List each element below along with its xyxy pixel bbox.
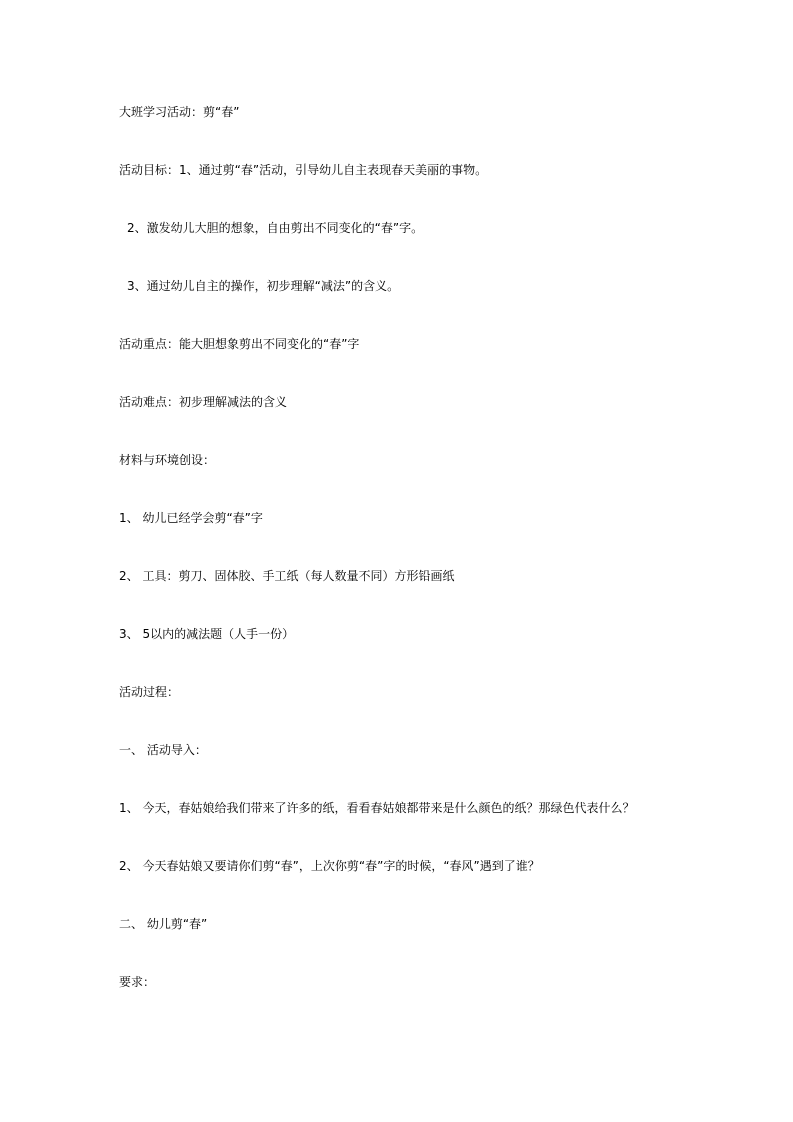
materials-item-1: 1、 幼儿已经学会剪“春”字 (119, 511, 263, 525)
process-heading: 活动过程： (119, 685, 180, 699)
materials-item-3: 3、 5以内的减法题（人手一份） (119, 627, 295, 641)
requirements-heading: 要求： (119, 975, 156, 989)
process-section-2: 二、 幼儿剪“春” (119, 917, 208, 931)
activity-goal-3: 3、通过幼儿自主的操作，初步理解“减法”的含义。 (127, 279, 400, 293)
process-section-1: 一、 活动导入： (119, 743, 207, 757)
process-step-2: 2、 今天春姑娘又要请你们剪“春”，上次你剪“春”字的时候，“春风”遇到了谁？ (119, 859, 540, 873)
materials-item-2: 2、 工具：剪刀、固体胶、手工纸（每人数量不同）方形铅画纸 (119, 569, 455, 583)
document-title: 大班学习活动：剪“春” (119, 105, 240, 119)
materials-heading: 材料与环境创设： (119, 453, 216, 467)
activity-goal-1: 活动目标：1、通过剪“春”活动，引导幼儿自主表现春天美丽的事物。 (119, 163, 488, 177)
activity-focus: 活动重点：能大胆想象剪出不同变化的“春”字 (119, 337, 360, 351)
process-step-1: 1、 今天，春姑娘给我们带来了许多的纸，看看春姑娘都带来是什么颜色的纸？那绿色代表什么？ (119, 801, 635, 815)
activity-difficulty: 活动难点：初步理解减法的含义 (119, 395, 288, 409)
activity-goal-2: 2、激发幼儿大胆的想象，自由剪出不同变化的“春”字。 (127, 221, 424, 235)
